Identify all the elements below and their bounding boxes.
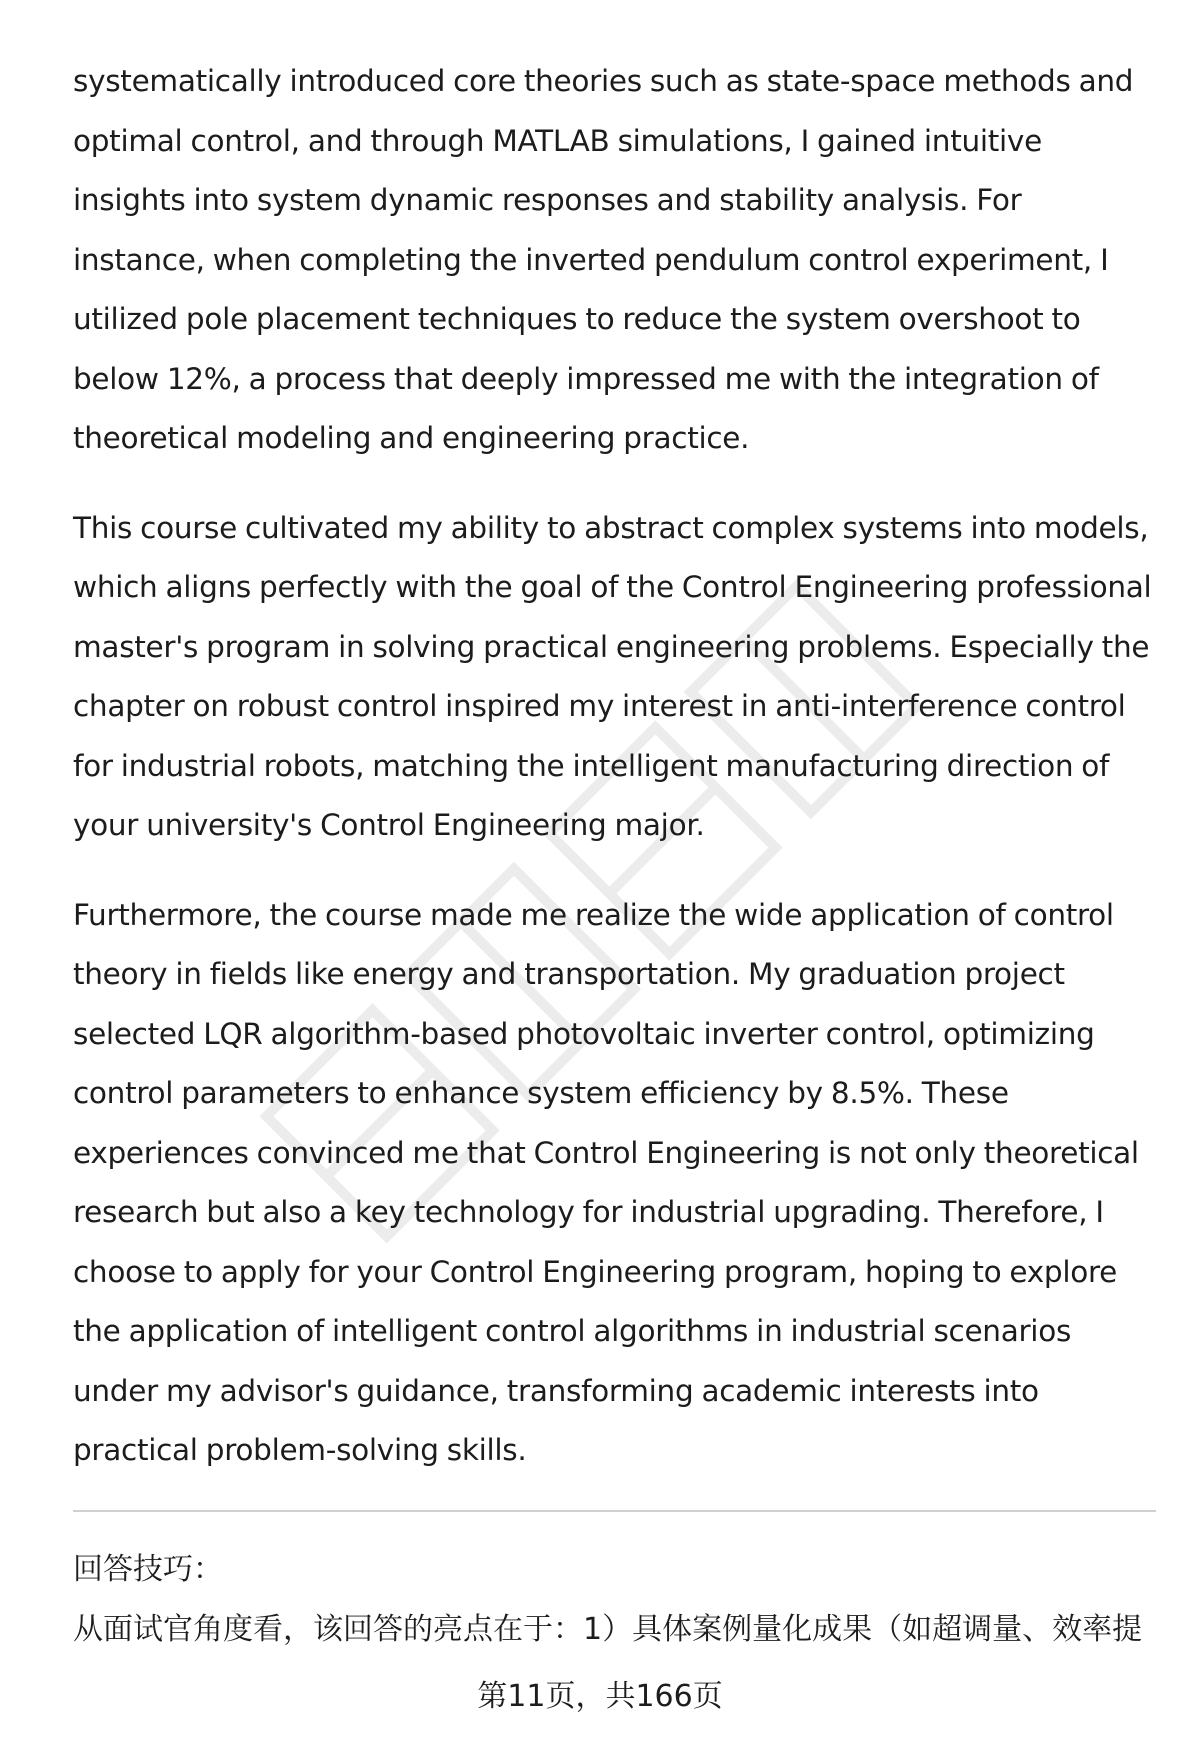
paragraph-2: This course cultivated my ability to abstract complex systems into models, which aligns perfectly with the goal of the Control Engineering professional master's program in solving practical engineering problems. Especially the chapter on robust control inspired my interest in anti-interference control for industrial robots, matching the intelligent manufacturing direction of your university's Control Engineering major. <box>73 510 1152 842</box>
tips-text: 从面试官角度看，该回答的亮点在于：1）具体案例量化成果（如超调量、效率提 <box>73 1612 1143 1647</box>
body-text <box>73 52 1153 1511</box>
paragraph-1: systematically introduced core theories such as state-space methods and optimal control, and through MATLAB simulations, I gained intuitive insights into system dynamic responses and stability analysis. For instance, when completing the inverted pendulum control experiment, I utilized pole placement techniques to reduce the system overshoot to below 12%, a process that deeply impressed me with the integration of theoretical modeling and engineering practice. <box>73 64 1134 455</box>
section-divider <box>73 1510 1156 1512</box>
page-indicator: 第11页，共166页 <box>477 1679 723 1714</box>
paragraph-3: Furthermore, the course made me realize the wide application of control theory in fields like energy and transportation. My graduation project selected LQR algorithm-based photovoltaic inverter control, optimizing control parameters to enhance system efficiency by 8.5%. These experiences convinced me that Control Engineering is not only theoretical research but also a key technology for industrial upgrading. Therefore, I choose to apply for your Control Engineering program, hoping to explore the application of intelligent control algorithms in industrial scenarios under my advisor's guidance, transforming academic interests into practical problem-solving skills. <box>73 897 1139 1467</box>
tips-label: 回答技巧： <box>73 1552 223 1587</box>
